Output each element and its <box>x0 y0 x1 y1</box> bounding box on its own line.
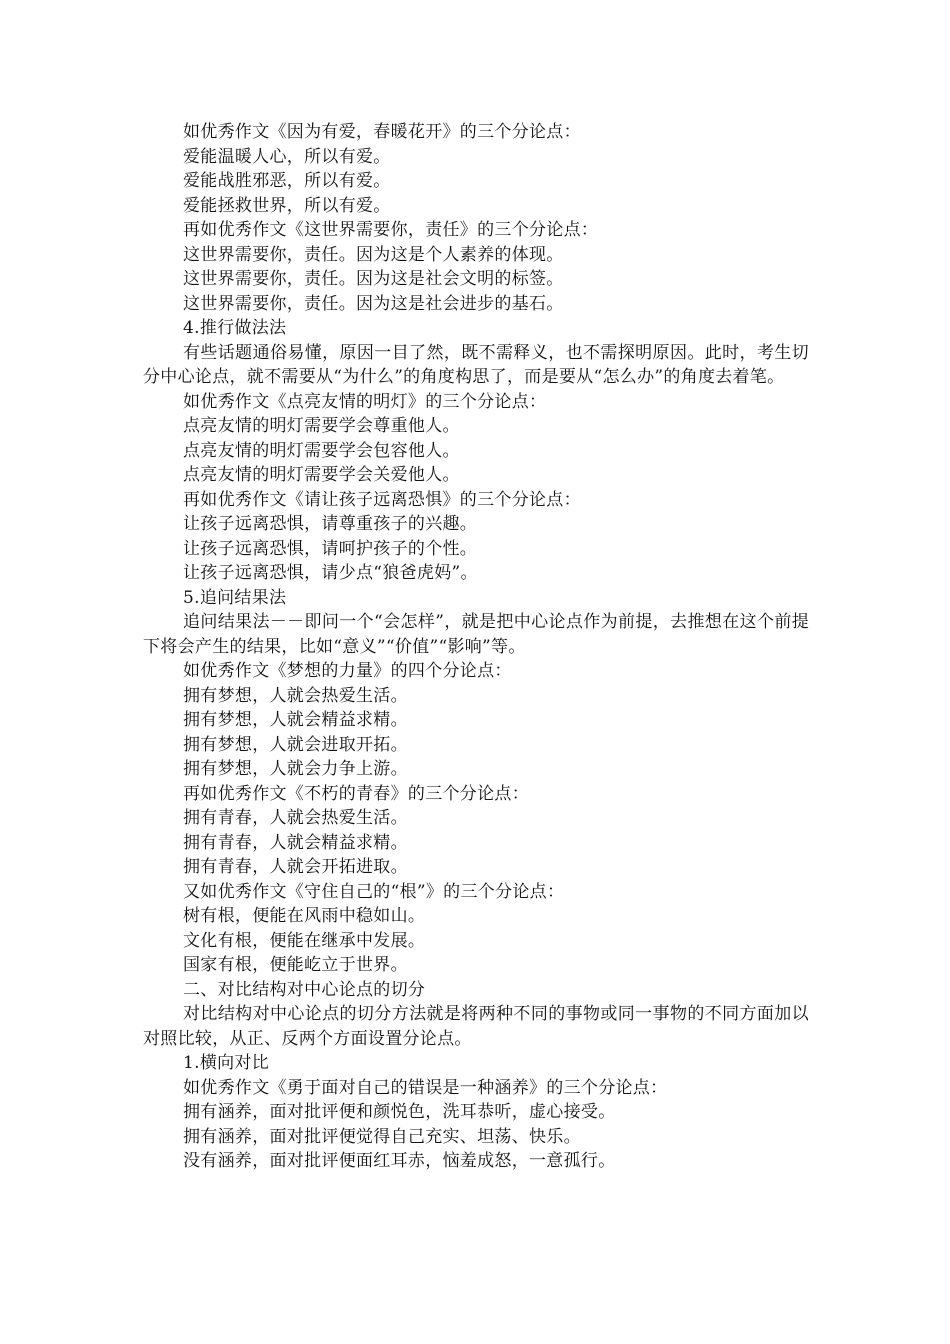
paragraph: 爱能战胜邪恶，所以有爱。 <box>183 171 391 191</box>
paragraph: 这世界需要你，责任。因为这是社会进步的基石。 <box>183 293 564 314</box>
paragraph: 拥有涵养，面对批评便觉得自己充实、坦荡、快乐。 <box>183 1126 581 1147</box>
paragraph: 如优秀作文《梦想的力量》的四个分论点： <box>183 661 512 681</box>
paragraph: 国家有根，便能屹立于世界。 <box>183 955 408 975</box>
paragraph: 拥有梦想，人就会精益求精。 <box>183 710 408 730</box>
paragraph: 点亮友情的明灯需要学会关爱他人。 <box>183 465 460 485</box>
paragraph: 又如优秀作文《守住自己的“根”》的三个分论点： <box>183 881 565 902</box>
paragraph: 文化有根，便能在继承中发展。 <box>183 930 426 951</box>
section-heading: 4.推行做法法 <box>183 318 287 338</box>
paragraph: 点亮友情的明灯需要学会包容他人。 <box>183 440 460 461</box>
paragraph: 有些话题通俗易懂，原因一目了然，既不需释义，也不需探明原因。此时，考生切分中心论点，就不需要从“为什么”的角度构思了，而是要从“怎么办”的角度去着笔。 <box>143 342 809 387</box>
paragraph: 爱能拯救世界，所以有爱。 <box>183 195 391 216</box>
paragraph: 这世界需要你，责任。因为这是社会文明的标签。 <box>183 269 564 289</box>
paragraph: 树有根，便能在风雨中稳如山。 <box>183 906 426 926</box>
paragraph: 没有涵养，面对批评便面红耳赤，恼羞成怒，一意孤行。 <box>183 1151 616 1171</box>
paragraph: 如优秀作文《因为有爱，春暖花开》的三个分论点： <box>183 122 581 142</box>
section-heading: 1.横向对比 <box>183 1053 270 1073</box>
paragraph: 再如优秀作文《不朽的青春》的三个分论点： <box>183 783 529 804</box>
section-heading: 二、对比结构对中心论点的切分 <box>183 979 426 1000</box>
paragraph: 拥有青春，人就会热爱生活。 <box>183 808 408 828</box>
paragraph: 如优秀作文《点亮友情的明灯》的三个分论点： <box>183 391 547 412</box>
paragraph: 如优秀作文《勇于面对自己的错误是一种涵养》的三个分论点： <box>183 1077 668 1098</box>
paragraph: 拥有青春，人就会精益求精。 <box>183 832 408 853</box>
paragraph: 再如优秀作文《这世界需要你，责任》的三个分论点： <box>183 220 599 240</box>
document-page <box>143 120 809 1174</box>
paragraph: 追问结果法－－即问一个“会怎样”，就是把中心论点作为前提，去推想在这个前提下将会产生的结果，比如“意义”“价值”“影响”等。 <box>143 612 809 657</box>
paragraph: 让孩子远离恐惧，请尊重孩子的兴趣。 <box>183 514 478 534</box>
paragraph: 拥有梦想，人就会进取开拓。 <box>183 734 408 755</box>
paragraph: 再如优秀作文《请让孩子远离恐惧》的三个分论点： <box>183 489 581 510</box>
section-heading: 5.追问结果法 <box>183 587 287 608</box>
paragraph: 让孩子远离恐惧，请少点“狼爸虎妈”。 <box>183 563 478 583</box>
paragraph: 对比结构对中心论点的切分方法就是将两种不同的事物或同一事物的不同方面加以对照比较，从正、反两个方面设置分论点。 <box>143 1004 809 1049</box>
paragraph: 拥有涵养，面对批评便和颜悦色，洗耳恭听，虚心接受。 <box>183 1102 616 1122</box>
paragraph: 让孩子远离恐惧，请呵护孩子的个性。 <box>183 538 478 559</box>
paragraph: 拥有梦想，人就会热爱生活。 <box>183 685 408 706</box>
paragraph: 点亮友情的明灯需要学会尊重他人。 <box>183 416 460 436</box>
paragraph: 拥有梦想，人就会力争上游。 <box>183 759 408 779</box>
paragraph: 拥有青春，人就会开拓进取。 <box>183 857 408 877</box>
paragraph: 这世界需要你，责任。因为这是个人素养的体现。 <box>183 244 564 265</box>
paragraph: 爱能温暖人心，所以有爱。 <box>183 146 391 167</box>
